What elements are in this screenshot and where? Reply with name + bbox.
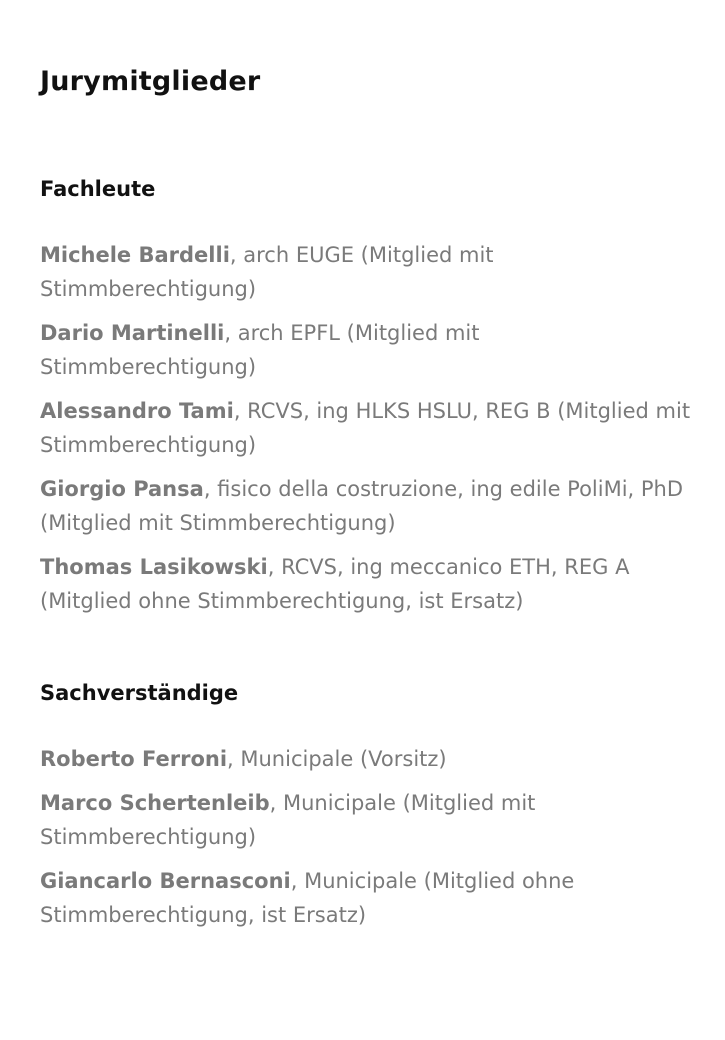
- member-item: [40, 394, 700, 462]
- member-item: [40, 550, 700, 618]
- section-heading-fachleute: Fachleute: [40, 177, 156, 201]
- member-details: , arch EUGE (Mitglied mit Stimmberechtigung): [40, 243, 494, 301]
- section-heading-sachverstaendige: Sachverständige: [40, 681, 239, 705]
- member-item: [40, 238, 700, 306]
- member-name: Thomas Lasikowski: [40, 555, 268, 579]
- member-item: [40, 786, 700, 854]
- member-name: Giorgio Pansa: [40, 477, 204, 501]
- member-details: , RCVS, ing meccanico ETH, REG A (Mitglied ohne Stimmberechtigung, ist Ersatz): [40, 555, 630, 613]
- member-name: Marco Schertenleib: [40, 791, 270, 815]
- member-item: [40, 742, 700, 776]
- member-name: Roberto Ferroni: [40, 747, 228, 771]
- member-name: Michele Bardelli: [40, 243, 230, 267]
- member-item: [40, 864, 700, 932]
- member-details: , Municipale (Mitglied ohne Stimmberechtigung, ist Ersatz): [40, 869, 575, 927]
- member-name: Alessandro Tami: [40, 399, 234, 423]
- member-details: , fisico della costruzione, ing edile PoliMi, PhD (Mitglied mit Stimmberechtigung): [40, 477, 684, 535]
- member-details: , RCVS, ing HLKS HSLU, REG B (Mitglied mit Stimmberechtigung): [40, 399, 691, 457]
- member-item: [40, 472, 700, 540]
- member-item: [40, 316, 700, 384]
- member-name: Giancarlo Bernasconi: [40, 869, 291, 893]
- page-title: Jurymitglieder: [40, 66, 261, 97]
- member-details: , arch EPFL (Mitglied mit Stimmberechtigung): [40, 321, 480, 379]
- member-name: Dario Martinelli: [40, 321, 225, 345]
- member-details: , Municipale (Vorsitz): [227, 747, 447, 771]
- member-details: , Municipale (Mitglied mit Stimmberechtigung): [40, 791, 536, 849]
